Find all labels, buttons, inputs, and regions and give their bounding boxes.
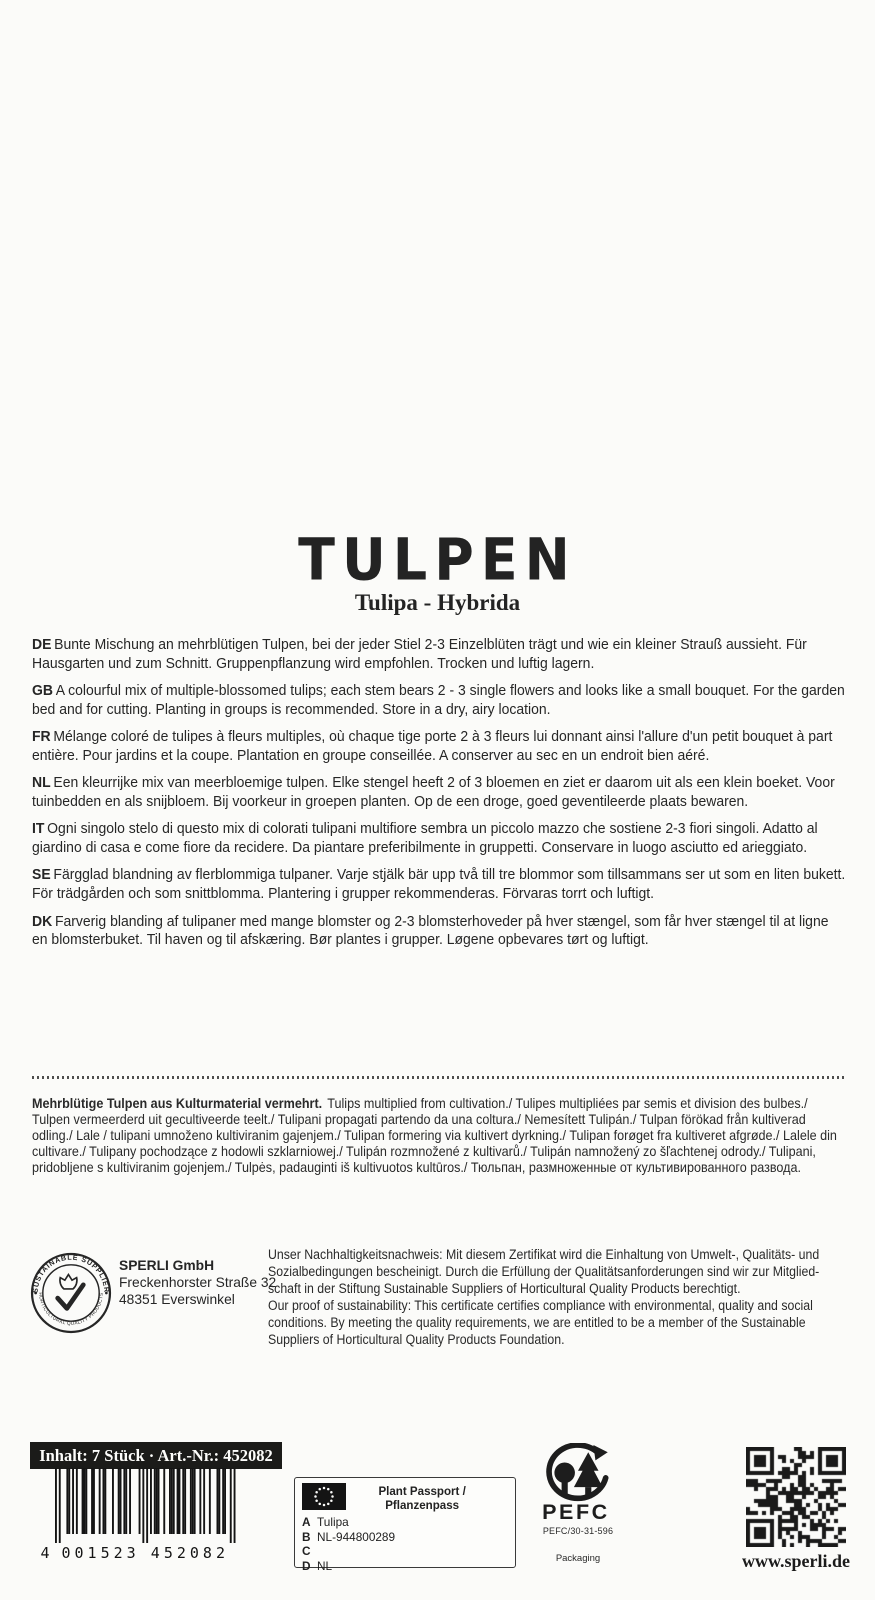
lang-code-it: IT bbox=[32, 820, 45, 838]
sustainable-supplier-badge-icon bbox=[30, 1252, 112, 1334]
cultivation-text: Tulips multiplied from cultivation./ Tulipes multipliées par semis et division des bulbes./ Tulpen vermeerderd uit gecultiveerde teelt./ Tulipani propagati partendo da una coltura./ Nemesített Tulipán./ Tulpan förökad från kultiverad odling./ Lale / tulipani umnoženo kultiviranim gajenjem./ Tulipan formering via kultivert dyrkning./ Tulipan forøget fra kultiveret afgrøde./ Lalele din cultivare./ Tulipany pochodzące z hodowli szklarniowej./ Tulipán rozmnožené z kultivarů./ Tulipán namnožený zo šľachtenej odrody./ Tulipani, pridobljene s kultiviranim gojenjem./ Tulpės, padauginti iš kultivuotos kultūros./ Тюльпан, размноженные от культивированного развода. bbox=[32, 1096, 837, 1175]
passport-row-b: B NL-944800289 bbox=[302, 1529, 396, 1544]
description-text: A colourful mix of multiple-blossomed tulips; each stem bears 2 - 3 single flowers and looks like a small bouquet. For the garden bed and for cutting. Planting in groups is recommended. Store in a dry, airy location. bbox=[32, 682, 845, 718]
plant-passport-title: Plant Passport / Pflanzenpass bbox=[378, 1484, 466, 1512]
lang-code-gb: GB bbox=[32, 682, 53, 700]
description-dk bbox=[32, 913, 846, 951]
pefc-label: Packaging bbox=[555, 1553, 601, 1564]
description-se bbox=[32, 866, 846, 904]
badge-tulip-icon bbox=[60, 1275, 77, 1289]
cultivation-note bbox=[32, 1096, 846, 1176]
qr-code bbox=[746, 1447, 846, 1547]
plant-passport-rows bbox=[302, 1515, 508, 1573]
badge-top-text: SUSTAINABLE SUPPLIER bbox=[31, 1253, 111, 1294]
description-text: Mélange coloré de tulipes à fleurs multiples, où chaque tige porte 2 à 3 fleurs lui donnant ainsi l'allure d'un petit bouquet à part entière. Pour jardins et la coupe. Plantation en groupe conseillée. A conserver au sec en un endroit bien aéré. bbox=[32, 728, 833, 764]
producer-address bbox=[119, 1258, 276, 1308]
cultivation-lead: Mehrblütige Tulpen aus Kulturmaterial vermehrt. bbox=[32, 1096, 323, 1111]
description-text: Ogni singolo stelo di questo mix di colorati tulipani multifiore sembra un piccolo mazzo che sostiene 2-3 fiori singoli. Adatto al giardino di casa e come fiore da recidere. Da piantare preferibilmente in gruppetti. Conservare in luogo asciutto ed arieggiato. bbox=[32, 820, 818, 857]
svg-text:HORTICULTURAL QUALITY PRODUCTS bbox=[38, 1292, 104, 1325]
description-de bbox=[32, 636, 846, 674]
dotted-divider bbox=[32, 1076, 845, 1079]
lang-code-fr: FR bbox=[32, 728, 51, 746]
content-artnr-bar: Inhalt: 7 Stück · Art.-Nr.: 452082 bbox=[30, 1442, 282, 1469]
ean-barcode bbox=[38, 1466, 250, 1566]
description-text: Farverig blanding af tulipaner med mange blomster og 2-3 blomsterhoveder på hver stængel, som får hver stængel til at ligne en blomsterbuket. Til haven og til afskæring. Bør plantes i grupper. Løgene opbevares tørt og luftigt. bbox=[32, 912, 829, 949]
lang-code-dk: DK bbox=[32, 912, 53, 930]
pefc-logo-icon bbox=[536, 1443, 620, 1523]
description-it bbox=[32, 820, 846, 858]
description-fr bbox=[32, 728, 846, 766]
plant-passport-box bbox=[294, 1477, 516, 1573]
sustainability-de: Unser Nachhaltigkeitsnachweis: Mit diesem Zertifikat wird die Einhaltung von Umwelt-, Qualitäts- und Sozialbedingungen bescheinigt. Durch die Erfüllung der Qualitätsanforderungen sind wir zur Mitgliedschaft in der Stiftung Sustainable Suppliers of Horticultural Quality Products berechtigt. bbox=[268, 1247, 820, 1296]
pefc-wordmark: PEFC bbox=[542, 1499, 610, 1523]
pefc-certification bbox=[530, 1443, 626, 1564]
passport-row-c: C bbox=[302, 1544, 311, 1559]
svg-text:452082: 452082 bbox=[150, 1544, 229, 1562]
description-nl bbox=[32, 774, 846, 812]
badge-bottom-text: HORTICULTURAL QUALITY PRODUCTS bbox=[38, 1292, 104, 1326]
svg-text:001523: 001523 bbox=[61, 1544, 140, 1562]
description-text: Färgglad blandning av flerblommiga tulpaner. Varje stjälk bär upp två till tre blommor som tillsammans ser ut som en liten bukett. För trädgården och som snittblomma. Plantering i grupper rekommenderas. Förvaras torrt och luftigt. bbox=[32, 866, 846, 903]
lang-code-nl: NL bbox=[32, 774, 51, 792]
passport-row-a: A Tulipa bbox=[302, 1515, 349, 1529]
passport-row-d: D NL bbox=[302, 1558, 333, 1573]
product-title: TULPEN bbox=[298, 525, 577, 594]
botanical-name: Tulipa - Hybrida bbox=[354, 590, 521, 615]
lang-code-se: SE bbox=[32, 866, 51, 884]
svg-text:4: 4 bbox=[40, 1544, 50, 1562]
producer-street: Freckenhorster Straße 32 bbox=[119, 1274, 277, 1290]
pefc-code: PEFC/30-31-596 bbox=[542, 1526, 614, 1536]
producer-city: 48351 Everswinkel bbox=[119, 1291, 235, 1307]
sustainability-en: Our proof of sustainability: This certificate certifies compliance with environmental, quality and social conditions. By meeting the quality requirements, we are entitled to be a member of the Sustainable Suppliers of Horticultural Quality Products Foundation. bbox=[268, 1298, 813, 1347]
sustainability-statement bbox=[268, 1246, 846, 1348]
producer-name: SPERLI GmbH bbox=[119, 1258, 215, 1273]
website-url: www.sperli.de bbox=[742, 1551, 850, 1571]
lang-code-de: DE bbox=[32, 636, 52, 653]
description-gb bbox=[32, 682, 846, 720]
description-text: Een kleurrijke mix van meerbloemige tulpen. Elke stengel heeft 2 of 3 bloemen en ziet er daarom uit als een klein boeket. Voor tuinbedden en als snijbloem. Bij voorkeur in groepen planten. Op de een droge, goed geventileerde plaats bewaren. bbox=[32, 774, 835, 811]
description-list bbox=[32, 636, 846, 959]
description-text: Bunte Mischung an mehrblütigen Tulpen, bei der jeder Stiel 2-3 Einzelblüten trägt und wie ein kleiner Strauß aussieht. Für Hausgarten und zum Schnitt. Gruppenpflanzung wird empfohlen. Trocken und luftig lagern. bbox=[32, 636, 807, 672]
eu-flag-icon bbox=[302, 1483, 346, 1510]
